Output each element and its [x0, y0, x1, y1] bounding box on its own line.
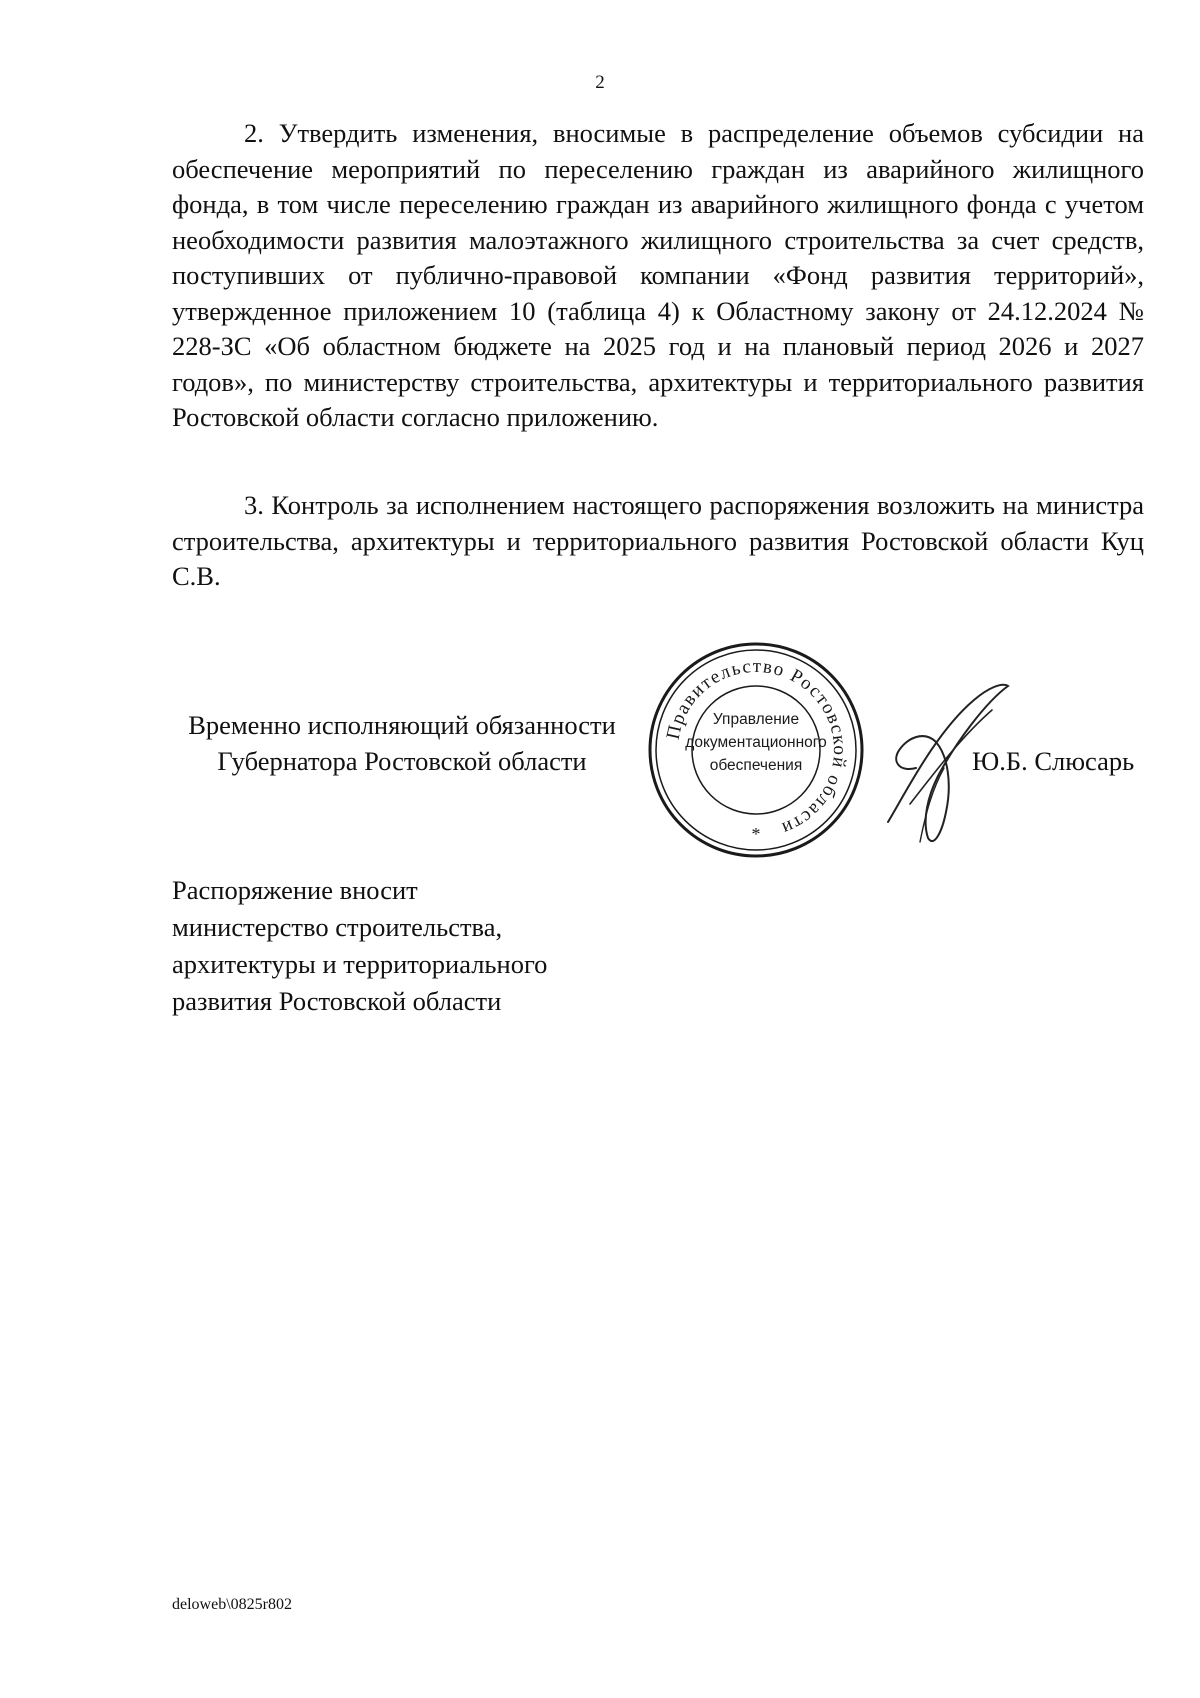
- submitted-by-line-4: развития Ростовской области: [172, 986, 502, 1016]
- document-code: deloweb\0825r802: [172, 1596, 292, 1613]
- seal-center-line-1: Управление: [712, 711, 800, 728]
- submitted-by-block: [172, 872, 547, 1020]
- signer-name: Ю.Б. Слюсарь: [972, 746, 1135, 776]
- page-number: 2: [595, 72, 605, 93]
- seal-center-line-3: обеспечения: [709, 757, 803, 774]
- seal-ring-text: Правительство Ростовской области: [662, 655, 851, 840]
- paragraph-item-2: 2. Утвердить изменения, вносимые в распределение объемов субсидии на обеспечение мероприятий по переселению граждан из аварийного жилищного фонда, в том числе переселению граждан из аварийного жилищного фонда с учетом необходимости развития малоэтажного жилищного строительства за счет средств, поступивших от публично-правовой компании «Фонд развития территорий», утвержденное приложением 10 (таблица 4) к Областному закону от 24.12.2024 № 228-ЗС «Об областном бюджете на 2025 год и на плановый период 2026 и 2027 годов», по министерству строительства, архитектуры и территориального развития Ростовской области согласно приложению.: [172, 118, 1144, 432]
- submitted-by-line-2: министерство строительства,: [172, 912, 503, 942]
- submitted-by-line-1: Распоряжение вносит: [172, 875, 418, 905]
- seal-center-text: [676, 708, 836, 777]
- signer-title-line-1: Временно исполняющий обязанности: [188, 710, 616, 740]
- paragraph-item-3: 3. Контроль за исполнением настоящего распоряжения возложить на министра строительства, архитектуры и территориального развития Ростовской области Куц С.В.: [172, 490, 1144, 591]
- signer-title: [172, 708, 632, 779]
- signer-title-line-2: Губернатора Ростовской области: [217, 745, 587, 776]
- submitted-by-line-3: архитектуры и территориального: [172, 949, 548, 979]
- seal-center-line-2: документационного: [685, 734, 827, 751]
- seal-star: *: [751, 824, 761, 844]
